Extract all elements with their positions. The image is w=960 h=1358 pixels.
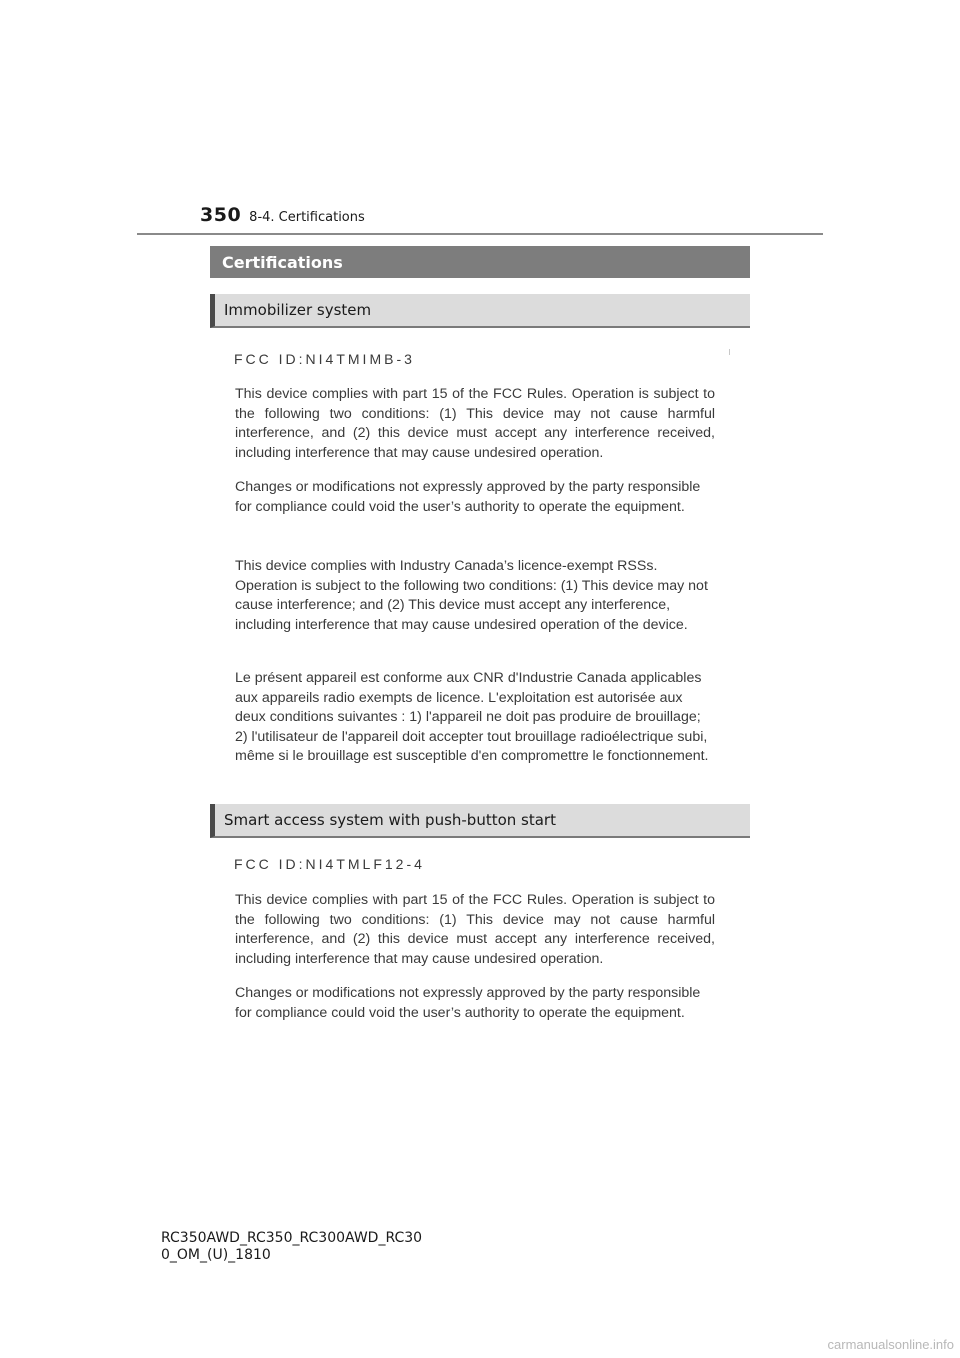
page-number: 350	[200, 204, 242, 226]
footer-line-2: 0_OM_(U)_1810	[161, 1247, 271, 1263]
changes-notice-immobilizer: Changes or modifications not expressly approved by the party responsible for compliance could void the user’s authority to operate the equipment.	[235, 479, 701, 515]
document-code-footer	[161, 1230, 422, 1264]
changes-notice-smart-access: Changes or modifications not expressly approved by the party responsible for compliance could void the user’s authority to operate the equipment.	[235, 985, 701, 1021]
page-header	[200, 204, 365, 230]
subsection-heading-immobilizer	[210, 294, 750, 328]
ic-statement-french: Le présent appareil est conforme aux CNR d'Industrie Canada applicables aux appareils radio exempts de licence. L'exploitation est autorisée aux deux conditions suivantes : 1) l'appareil ne doit pas produire de brouillage; 2) l'utilisateur de l'appareil doit accepter tout brouillage radioélectrique subi, même si le brouillage est susceptible d'en compromettre le fonctionnement.	[235, 670, 709, 764]
watermark-text: carmanualsonline.info	[827, 1337, 954, 1352]
fcc-compliance-smart-access: This device complies with part 15 of the FCC Rules. Operation is subject to the following two conditions: (1) This device may not cause harmful interference, and (2) this device must accept any interference received, including interference that may cause undesired operation.	[235, 892, 715, 967]
header-divider	[137, 233, 823, 235]
fcc-id-smart-access: FCC ID:NI4TMLF12-4	[234, 856, 425, 872]
section-heading-bar	[210, 246, 750, 278]
ic-statement-english: This device complies with Industry Canada’s licence-exempt RSSs. Operation is subject to the following two conditions: (1) This device may not cause interference; and (2) This device must accept any interference, including interference that may cause undesired operation of the device.	[235, 558, 708, 633]
fcc-compliance-immobilizer: This device complies with part 15 of the FCC Rules. Operation is subject to the following two conditions: (1) This device may not cause harmful interference, and (2) this device must accept any interference received, including interference that may cause undesired operation.	[235, 386, 715, 461]
chapter-title: 8-4. Certifications	[249, 210, 365, 225]
subsection-title-smart-access: Smart access system with push-button start	[224, 811, 556, 829]
scan-mark	[729, 349, 730, 355]
footer-line-1: RC350AWD_RC350_RC300AWD_RC30	[161, 1230, 423, 1246]
subsection-heading-smart-access	[210, 804, 750, 838]
fcc-id-immobilizer: FCC ID:NI4TMIMB-3	[234, 351, 415, 367]
subsection-title-immobilizer: Immobilizer system	[224, 301, 372, 319]
section-title: Certifications	[222, 252, 343, 272]
